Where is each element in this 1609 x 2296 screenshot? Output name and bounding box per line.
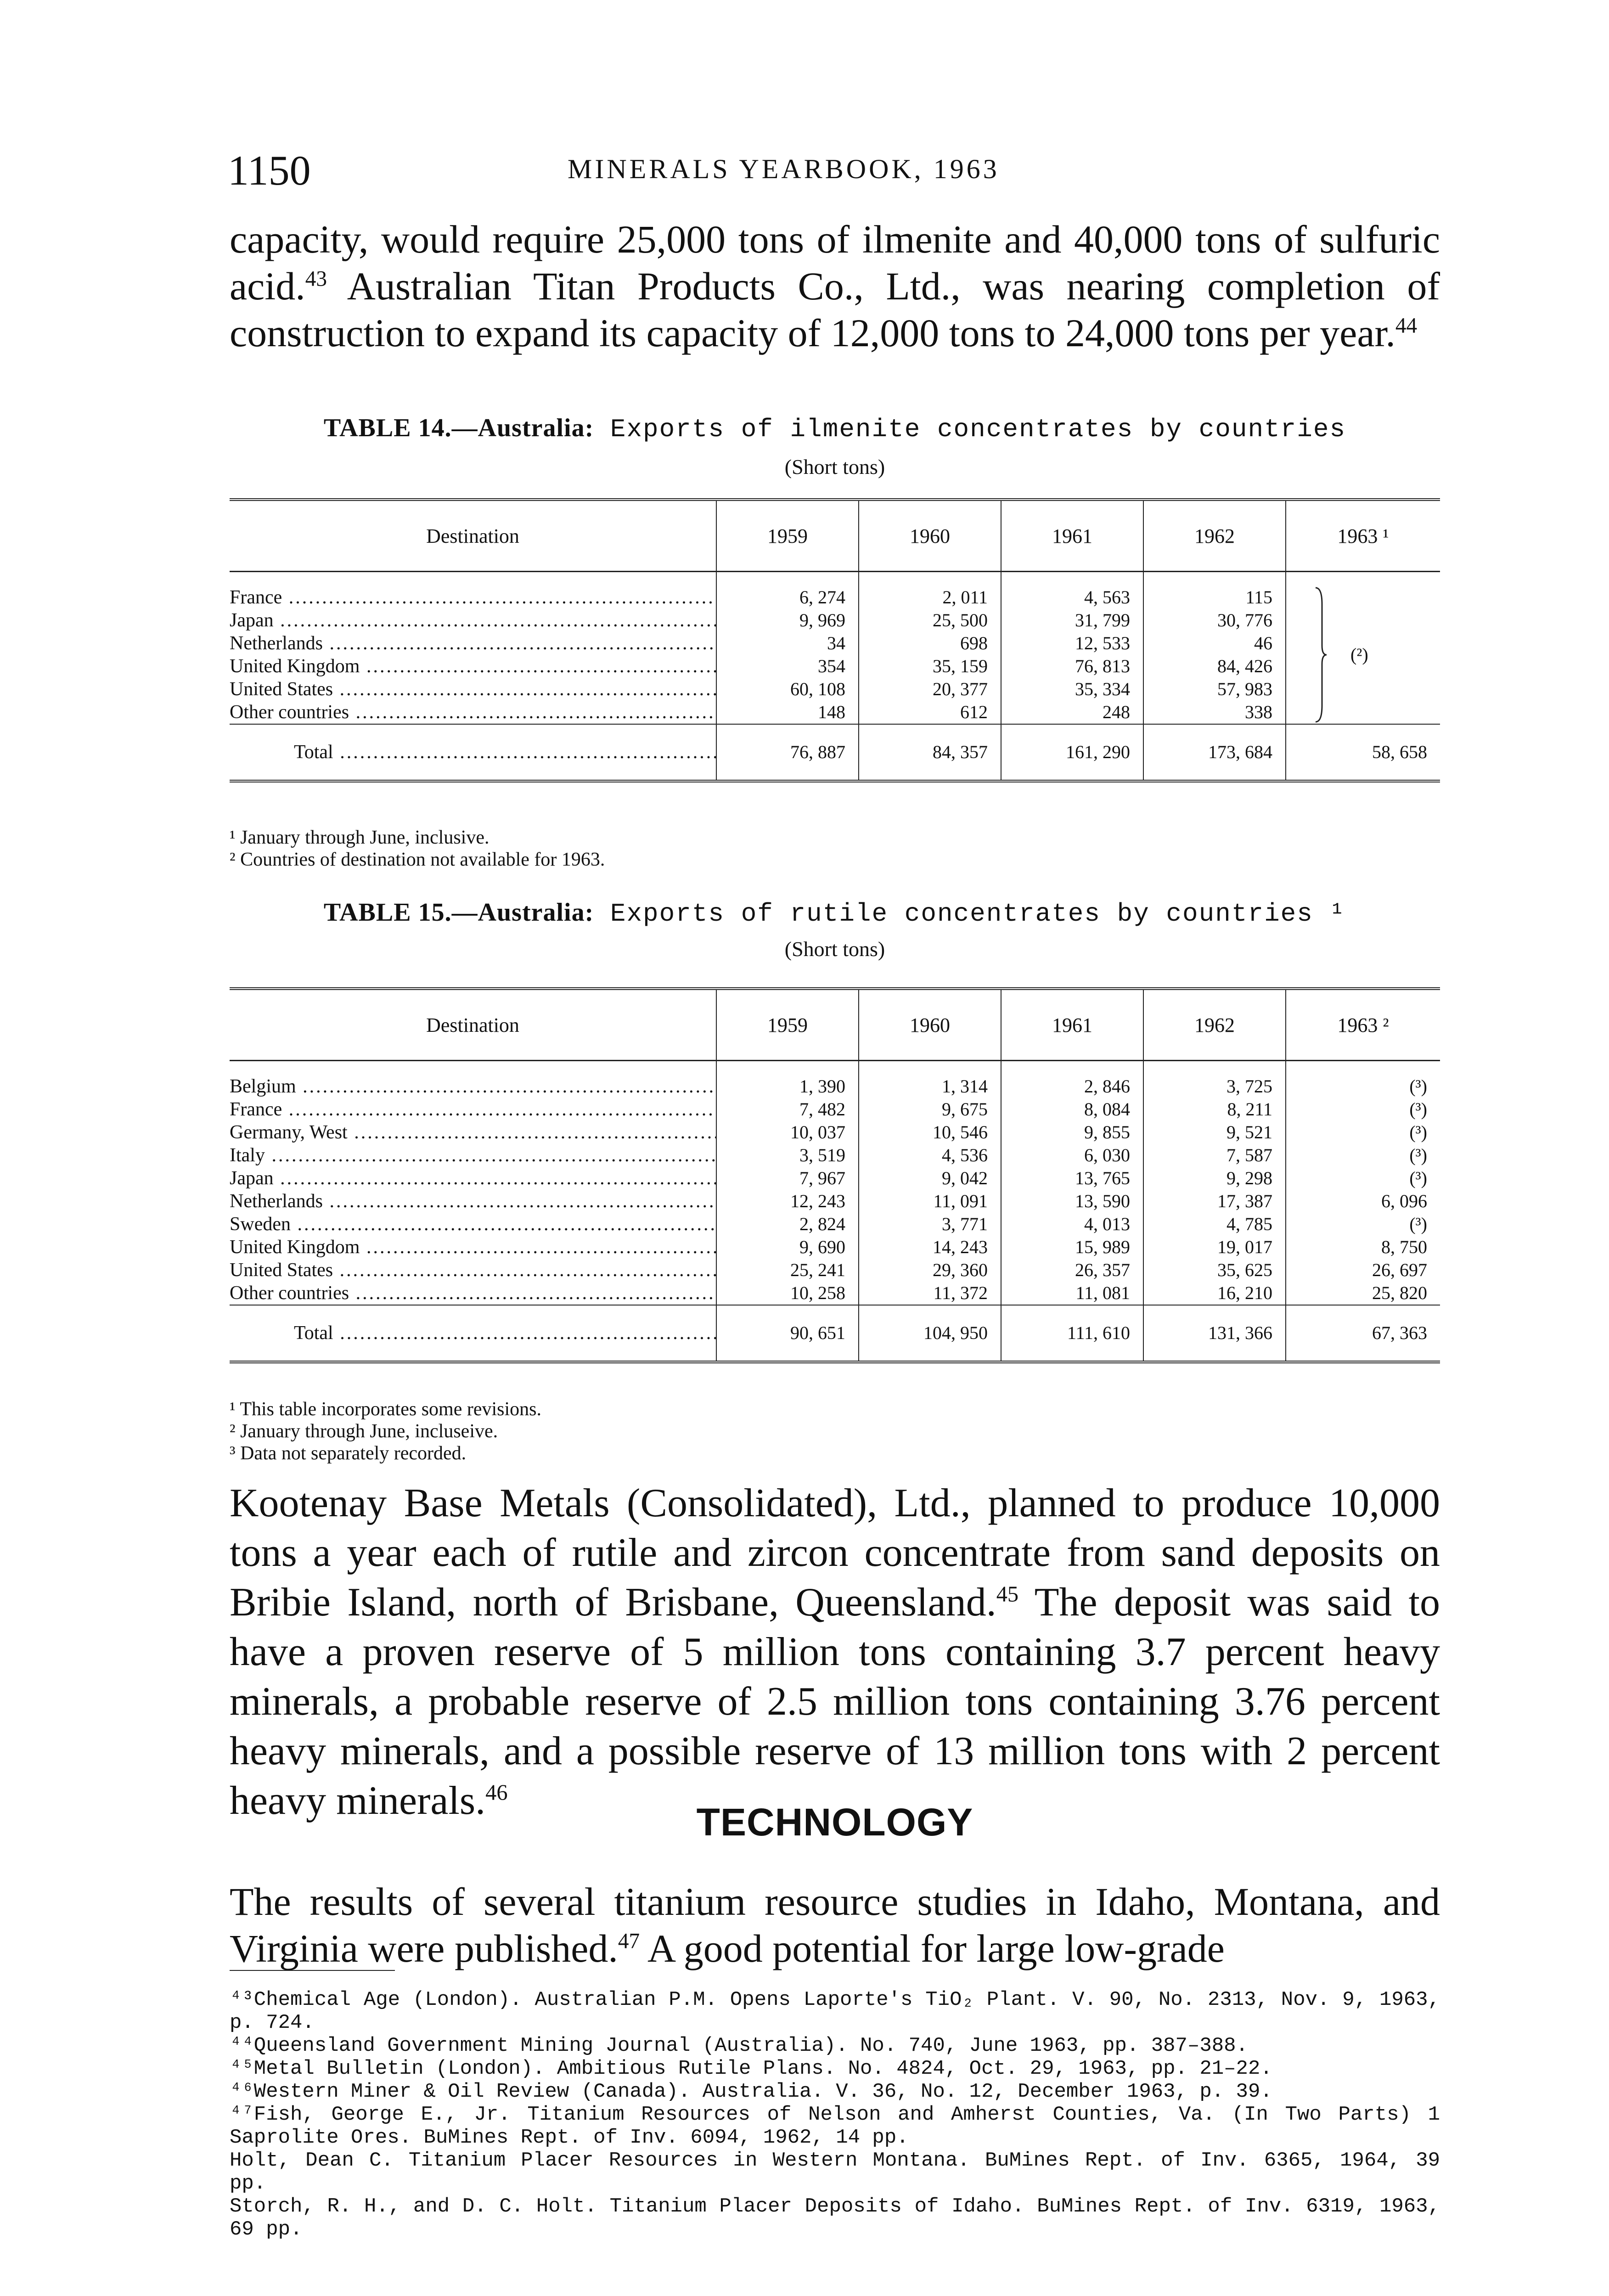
table-14-label: TABLE 14.—Australia: [323,414,594,442]
total-row [230,724,1440,781]
table-cell: 698 [859,632,1001,655]
table-cell: 1, 390 [716,1061,859,1098]
table-cell: 46 [1143,632,1286,655]
table-15-notes [230,1398,1440,1464]
row-label: France ..... [230,1098,716,1121]
table-note: ¹ This table incorporates some revisions. [230,1399,542,1420]
table-cell: 14, 243 [859,1236,1001,1259]
row-label: Other countries ..... [230,701,716,724]
table-15-caption [230,898,1440,929]
table-cell: 338 [1143,701,1286,724]
table-cell: 76, 813 [1001,655,1143,678]
table-header-row [230,500,1440,572]
table-cell: 10, 258 [716,1282,859,1305]
table-cell: 11, 081 [1001,1282,1143,1305]
intro-text-2: Australian Titan Products Co., Ltd., was nearing completion of construction to expand its capacity of 12,000 tons to 24,000 tons per year. [230,264,1440,355]
row-label: Total ..... [230,724,716,781]
table-note: ³ Data not separately recorded. [230,1443,467,1464]
footnote: Holt, Dean C. Titanium Placer Resources in Western Montana. BuMines Rept. of Inv. 6365, 1964, 39 pp. [230,2149,1440,2195]
table-cell: 6, 274 [716,572,859,609]
table-cell: (³) [1286,1213,1440,1236]
table-row [230,655,1440,678]
footnote-ref-44: 44 [1395,314,1418,338]
table-cell: 19, 017 [1143,1236,1286,1259]
table-cell: 29, 360 [859,1259,1001,1282]
row-label: Sweden ..... [230,1213,716,1236]
table-cell: 248 [1001,701,1143,724]
footnote-ref-46: 46 [485,1780,508,1805]
table-cell: 4, 536 [859,1144,1001,1167]
column-header: 1963 ¹ [1286,500,1440,572]
table-note: ¹ January through June, inclusive. [230,827,489,848]
table-cell: 173, 684 [1143,724,1286,781]
table-row [230,678,1440,701]
table-cell: 4, 785 [1143,1213,1286,1236]
table-cell: 31, 799 [1001,609,1143,632]
column-header: 1960 [859,989,1001,1061]
row-label: Germany, West ..... [230,1121,716,1144]
table-cell: 2, 824 [716,1213,859,1236]
table-cell: 13, 765 [1001,1167,1143,1190]
row-label: Other countries ..... [230,1282,716,1305]
table-row [230,1190,1440,1213]
table-cell: 76, 887 [716,724,859,781]
na-bracket-cell [1286,572,1440,725]
table-cell: 9, 521 [1143,1121,1286,1144]
column-header: 1959 [716,989,859,1061]
table-cell: 7, 482 [716,1098,859,1121]
row-label: Total ..... [230,1305,716,1362]
footnote-divider [230,1970,395,1971]
table-15-label: TABLE 15.—Australia: [323,898,594,927]
kootenay-text-2: The deposit was said to have a proven reserve of 5 million tons containing 3.7 percent heavy minerals, a probable reserve of 2.5 million tons containing 3.76 percent heavy minerals, and a possible reserve of 13 million tons with 2 percent heavy minerals. [230,1580,1440,1823]
table-row [230,701,1440,724]
column-header: 1963 ² [1286,989,1440,1061]
running-head [228,146,1440,197]
footnote-ref-43: 43 [305,267,327,291]
table-14 [230,498,1440,782]
table-cell: 25, 820 [1286,1282,1440,1305]
table-cell: 148 [716,701,859,724]
intro-paragraph [230,216,1440,356]
technology-text-2: A good potential for large low-grade [640,1926,1225,1970]
table-cell: 9, 675 [859,1098,1001,1121]
table-cell: 8, 084 [1001,1098,1143,1121]
column-header: Destination [230,500,716,572]
table-cell: 161, 290 [1001,724,1143,781]
table-cell: 16, 210 [1143,1282,1286,1305]
table-cell: 35, 159 [859,655,1001,678]
table-cell: (³) [1286,1144,1440,1167]
table-cell: 26, 697 [1286,1259,1440,1282]
table-row [230,1061,1440,1098]
page-number: 1150 [228,147,311,194]
table-row [230,1236,1440,1259]
technology-text-1: The results of several titanium resource studies in Idaho, Montana, and Virginia were published. [230,1880,1440,1970]
table-row [230,1259,1440,1282]
table-row [230,1121,1440,1144]
kootenay-text-1: Kootenay Base Metals (Consolidated), Ltd., planned to produce 10,000 tons a year each of rutile and zircon concentrate from sand deposits on Bribie Island, north of Brisbane, Queensland. [230,1481,1440,1625]
table-cell: 13, 590 [1001,1190,1143,1213]
table-cell: 58, 658 [1286,724,1440,781]
table-cell: 11, 091 [859,1190,1001,1213]
table-cell: 25, 241 [716,1259,859,1282]
table-14-subtitle: (Short tons) [784,455,885,478]
footnote-ref-45: 45 [996,1582,1019,1607]
table-cell: 612 [859,701,1001,724]
column-header: 1962 [1143,500,1286,572]
footnote: ⁴⁶Western Miner & Oil Review (Canada). Australia. V. 36, No. 12, December 1963, p. 39. [230,2080,1272,2103]
column-header: 1961 [1001,500,1143,572]
table-cell: 2, 011 [859,572,1001,609]
table-row [230,1167,1440,1190]
column-header: 1962 [1143,989,1286,1061]
table-cell: 84, 357 [859,724,1001,781]
row-label: Japan ..... [230,1167,716,1190]
table-cell: 4, 563 [1001,572,1143,609]
table-cell: 9, 855 [1001,1121,1143,1144]
table-cell: 84, 426 [1143,655,1286,678]
table-14-caption [230,413,1440,444]
table-note: ² Countries of destination not available for 1963. [230,849,605,870]
table-cell: 7, 587 [1143,1144,1286,1167]
row-label: United States ..... [230,678,716,701]
footnotes [230,1988,1440,2241]
table-row [230,1098,1440,1121]
table-cell: 8, 211 [1143,1098,1286,1121]
footnote: ⁴⁴Queensland Government Mining Journal (Australia). No. 740, June 1963, pp. 387–388. [230,2034,1248,2057]
table-15-title: Exports of rutile concentrates by countries ¹ [610,899,1346,929]
table-cell: 25, 500 [859,609,1001,632]
technology-paragraph [230,1878,1440,1972]
table-cell: 111, 610 [1001,1305,1143,1362]
section-heading: TECHNOLOGY [696,1801,973,1844]
table-cell: 10, 037 [716,1121,859,1144]
table-14-title: Exports of ilmenite concentrates by countries [610,415,1346,444]
table-cell: 35, 625 [1143,1259,1286,1282]
table-cell: 11, 372 [859,1282,1001,1305]
row-label: Belgium ..... [230,1061,716,1098]
table-cell: 9, 042 [859,1167,1001,1190]
column-header: 1960 [859,500,1001,572]
intro-text-1: capacity, would require 25,000 tons of ilmenite and 40,000 tons of sulfuric acid. [230,217,1440,308]
table-cell: 35, 334 [1001,678,1143,701]
footnote: ⁴⁵Metal Bulletin (London). Ambitious Rutile Plans. No. 4824, Oct. 29, 1963, pp. 21–22. [230,2057,1272,2080]
table-cell: 57, 983 [1143,678,1286,701]
brace-icon [1314,586,1328,724]
not-available-note: (²) [1350,644,1368,665]
table-cell: 90, 651 [716,1305,859,1362]
table-cell: 1, 314 [859,1061,1001,1098]
table-cell: (³) [1286,1167,1440,1190]
table-cell: 7, 967 [716,1167,859,1190]
footnote: Storch, R. H., and D. C. Holt. Titanium Placer Deposits of Idaho. BuMines Rept. of Inv. 6319, 1963, 69 pp. [230,2195,1440,2241]
table-15 [230,987,1440,1363]
row-label: Italy ..... [230,1144,716,1167]
table-cell: 17, 387 [1143,1190,1286,1213]
table-cell: 4, 013 [1001,1213,1143,1236]
row-label: Netherlands ..... [230,1190,716,1213]
table-cell: 67, 363 [1286,1305,1440,1362]
table-cell: 20, 377 [859,678,1001,701]
table-row [230,1282,1440,1305]
table-row [230,1213,1440,1236]
table-cell: 3, 725 [1143,1061,1286,1098]
table-cell: 60, 108 [716,678,859,701]
table-cell: 9, 690 [716,1236,859,1259]
row-label: France ..... [230,572,716,609]
table-cell: 131, 366 [1143,1305,1286,1362]
table-cell: 3, 771 [859,1213,1001,1236]
column-header: Destination [230,989,716,1061]
table-14-notes [230,827,1440,871]
table-cell: (³) [1286,1098,1440,1121]
table-row [230,632,1440,655]
table-cell: 12, 533 [1001,632,1143,655]
table-cell: 2, 846 [1001,1061,1143,1098]
table-note: ² January through June, incluseive. [230,1421,498,1442]
footnote: ⁴³Chemical Age (London). Australian P.M. Opens Laporte's TiO₂ Plant. V. 90, No. 2313, Nov. 9, 1963, p. 724. [230,1988,1440,2034]
footnote-ref-47: 47 [618,1929,640,1953]
table-cell: 3, 519 [716,1144,859,1167]
table-cell: (³) [1286,1061,1440,1098]
table-cell: 34 [716,632,859,655]
table-cell: 354 [716,655,859,678]
row-label: United Kingdom ..... [230,655,716,678]
table-15-subtitle: (Short tons) [784,937,885,961]
row-label: United Kingdom ..... [230,1236,716,1259]
column-header: 1959 [716,500,859,572]
table-cell: 115 [1143,572,1286,609]
running-title: MINERALS YEARBOOK, 1963 [568,154,1000,184]
table-cell: (³) [1286,1121,1440,1144]
table-cell: 104, 950 [859,1305,1001,1362]
table-cell: 6, 096 [1286,1190,1440,1213]
table-row [230,1144,1440,1167]
table-cell: 6, 030 [1001,1144,1143,1167]
total-row [230,1305,1440,1362]
table-cell: 9, 969 [716,609,859,632]
row-label: Japan ..... [230,609,716,632]
footnote: ⁴⁷Fish, George E., Jr. Titanium Resources of Nelson and Amherst Counties, Va. (In Two Parts) 1 Saprolite Ores. BuMines Rept. of Inv. 6094, 1962, 14 pp. [230,2103,1440,2149]
table-cell: 9, 298 [1143,1167,1286,1190]
table-cell: 30, 776 [1143,609,1286,632]
column-header: 1961 [1001,989,1143,1061]
row-label: Netherlands ..... [230,632,716,655]
table-row [230,609,1440,632]
table-cell: 26, 357 [1001,1259,1143,1282]
table-cell: 12, 243 [716,1190,859,1213]
table-cell: 8, 750 [1286,1236,1440,1259]
table-row [230,572,1440,609]
table-header-row [230,989,1440,1061]
table-cell: 10, 546 [859,1121,1001,1144]
kootenay-paragraph [230,1479,1440,1826]
table-cell: 15, 989 [1001,1236,1143,1259]
row-label: United States ..... [230,1259,716,1282]
